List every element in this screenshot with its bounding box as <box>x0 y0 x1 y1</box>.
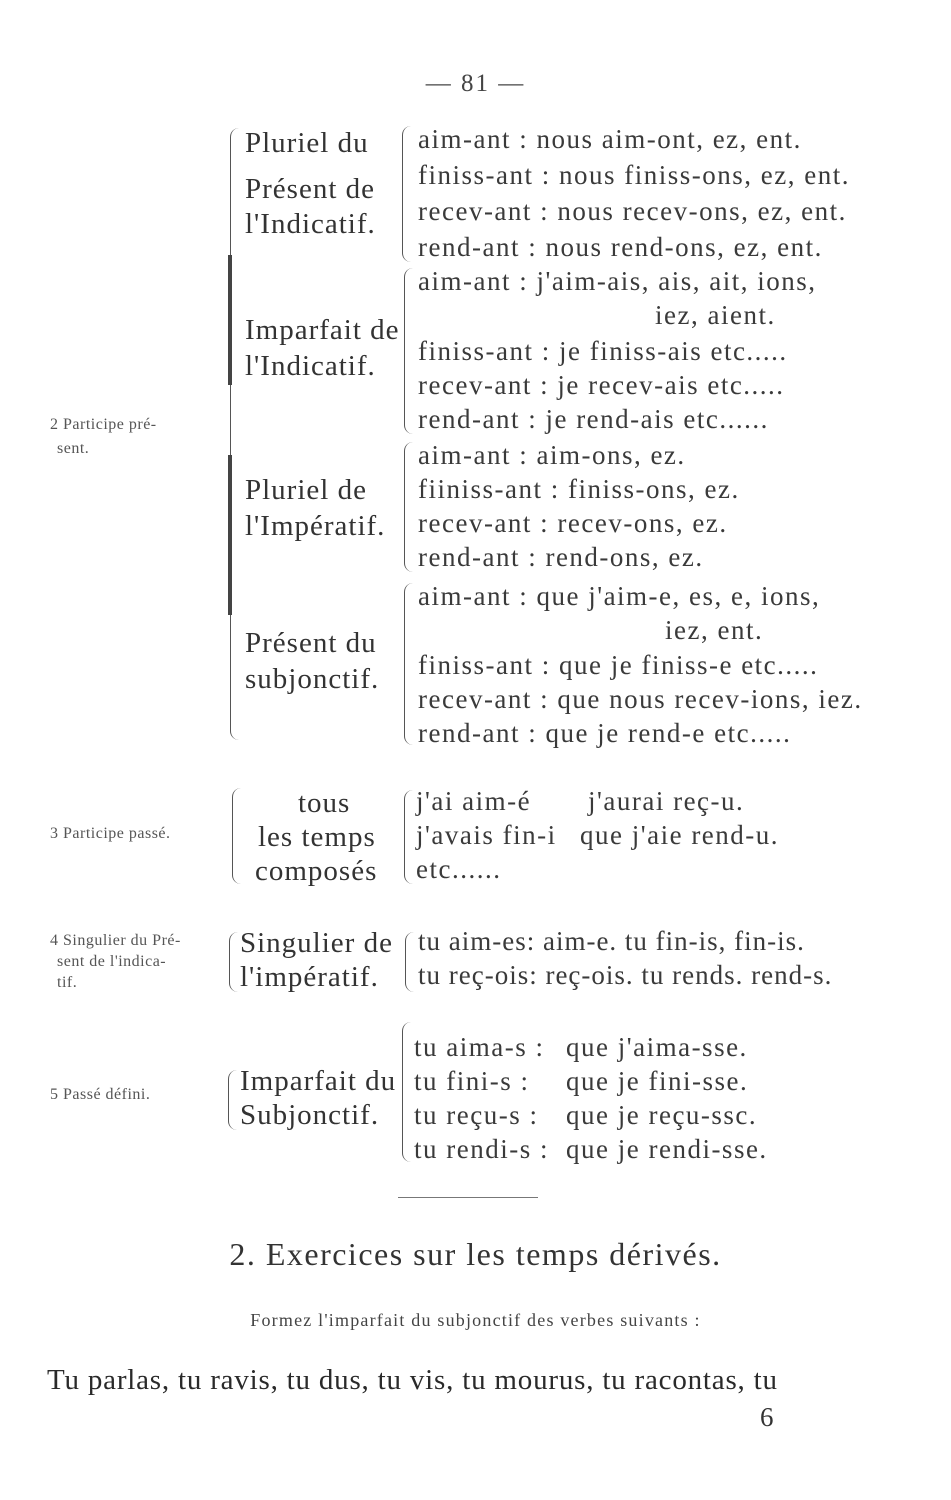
conj-line: j'avais fin-i <box>416 820 557 850</box>
row4-left-brace <box>229 932 238 992</box>
row-label-passe-defini: 5 Passé défini. <box>50 1086 151 1103</box>
conj-line: finiss-ant : nous finiss-ons, ez, ent. <box>418 160 850 190</box>
row-label-participe-present: 2 Participe pré- <box>50 416 157 433</box>
row3-right-brace <box>404 790 413 884</box>
heading-imparfait-indicatif-2: l'Indicatif. <box>245 350 376 382</box>
heading-imparfait-indicatif-1: Imparfait de <box>245 314 400 346</box>
row-label-singulier-present: 4 Singulier du Pré- <box>50 932 181 949</box>
conj-line: rend-ant : je rend-ais etc...... <box>418 404 769 434</box>
conj-line: rend-ant : nous rend-ons, ez, ent. <box>418 232 823 262</box>
row2-bracket-bar-2 <box>228 455 232 615</box>
conj-line: que je rendi-sse. <box>566 1134 768 1164</box>
row4-right-brace <box>405 932 414 992</box>
heading-singulier-imperatif-1: Singulier de <box>240 927 393 959</box>
row-label-participe-present-cont: sent. <box>57 440 90 457</box>
row2-bracket <box>230 128 243 740</box>
conj-line: recev-ant : je recev-ais etc..... <box>418 370 785 400</box>
exercise-instruction: Formez l'imparfait du subjonctif des verbes suivants : <box>250 1310 701 1330</box>
heading-pluriel-imperatif-2: l'Impératif. <box>245 510 386 542</box>
conj-line: finiss-ant : je finiss-ais etc..... <box>418 336 788 366</box>
conj-line: tu reçu-s : <box>414 1100 539 1130</box>
conj-line: tu fini-s : <box>414 1066 530 1096</box>
group3-brace <box>404 442 415 572</box>
conj-line: finiss-ant : que je finiss-e etc..... <box>418 650 819 680</box>
conj-line: tu rendi-s : <box>414 1134 549 1164</box>
row-label-participe-passe: 3 Participe passé. <box>50 825 171 842</box>
conj-line: aim-ant : j'aim-ais, ais, ait, ions, <box>418 266 817 296</box>
heading-imparfait-subjonctif-1: Imparfait du <box>240 1065 397 1097</box>
conj-line: j'ai aim-é <box>416 786 532 816</box>
heading-imparfait-subjonctif-2: Subjonctif. <box>240 1099 380 1131</box>
conj-line: etc...... <box>416 854 502 884</box>
heading-pluriel-present-2: Présent de <box>245 173 375 205</box>
group2-brace <box>404 268 415 434</box>
exercise-line: Tu parlas, tu ravis, tu dus, tu vis, tu mourus, tu racontas, tu <box>47 1364 778 1396</box>
conj-line: que je fini-sse. <box>566 1066 749 1096</box>
conj-line-cont: iez, ent. <box>665 615 764 645</box>
row-label-singulier-present-2: sent de l'indica- <box>57 953 167 970</box>
row3-left-brace <box>232 788 241 884</box>
conj-line: recev-ant : recev-ons, ez. <box>418 508 728 538</box>
section-title: 2. Exercices sur les temps dérivés. <box>229 1236 722 1272</box>
row5-left-brace <box>228 1070 237 1130</box>
heading-composes: composés <box>255 855 378 887</box>
conj-line: aim-ant : aim-ons, ez. <box>418 440 686 470</box>
conj-line: fiiniss-ant : finiss-ons, ez. <box>418 474 740 504</box>
row-label-singulier-present-3: tif. <box>57 974 78 991</box>
page-number: — 81 — <box>425 70 526 97</box>
footer-signature-number: 6 <box>760 1402 774 1432</box>
heading-pluriel-present-1: Pluriel du <box>245 127 369 159</box>
heading-les-temps: les temps <box>258 821 376 853</box>
conj-line: tu reç-ois: reç-ois. tu rends. rend-s. <box>418 960 833 990</box>
row5-right-brace <box>402 1022 411 1162</box>
conj-line: tu aim-es: aim-e. tu fin-is, fin-is. <box>418 926 805 956</box>
conj-line: que j'aima-sse. <box>566 1032 748 1062</box>
heading-present-subjonctif-2: subjonctif. <box>245 663 380 695</box>
conj-line: que je reçu-ssc. <box>566 1100 758 1130</box>
group1-brace <box>402 126 413 262</box>
conj-line: rend-ant : que je rend-e etc..... <box>418 718 792 748</box>
heading-present-subjonctif-1: Présent du <box>245 627 377 659</box>
conj-line: recev-ant : que nous recev-ions, iez. <box>418 684 863 714</box>
conj-line-cont: iez, aient. <box>655 300 776 330</box>
row2-bracket-bar <box>228 255 232 385</box>
conj-line: j'aurai reç-u. <box>588 786 745 816</box>
conj-line: aim-ant : que j'aim-e, es, e, ions, <box>418 581 821 611</box>
heading-singulier-imperatif-2: l'impératif. <box>240 961 379 993</box>
conj-line: que j'aie rend-u. <box>580 820 780 850</box>
conj-line: recev-ant : nous recev-ons, ez, ent. <box>418 196 847 226</box>
heading-pluriel-present-3: l'Indicatif. <box>245 208 376 240</box>
group4-brace <box>404 583 415 745</box>
separator-rule <box>398 1197 538 1198</box>
conj-line: aim-ant : nous aim-ont, ez, ent. <box>418 124 802 154</box>
heading-tous: tous <box>298 787 351 819</box>
heading-pluriel-imperatif-1: Pluriel de <box>245 474 367 506</box>
conj-line: tu aima-s : <box>414 1032 545 1062</box>
conj-line: rend-ant : rend-ons, ez. <box>418 542 704 572</box>
